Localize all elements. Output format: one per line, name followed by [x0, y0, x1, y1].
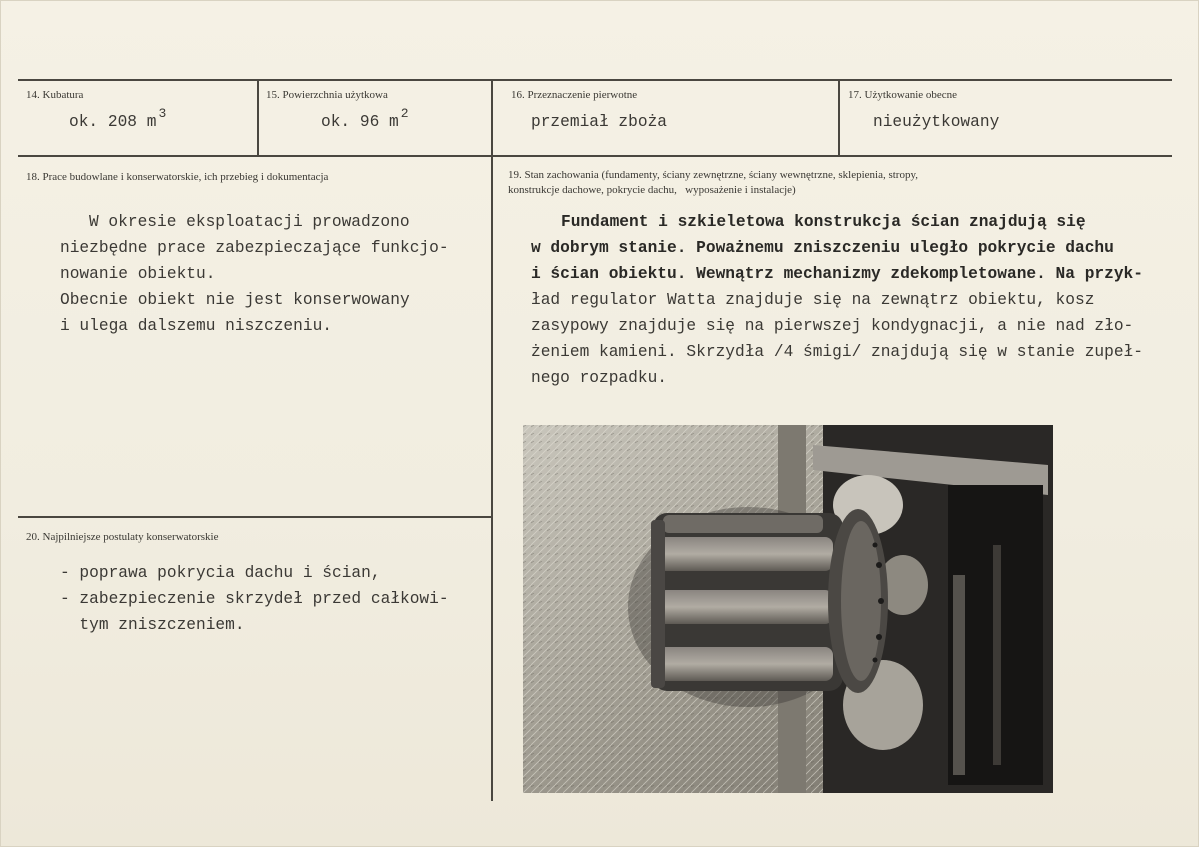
prace-line-4: Obecnie obiekt nie jest konserwowany [60, 291, 410, 309]
col-rule-1 [257, 79, 259, 156]
stan-line-3: i ścian obiektu. Wewnątrz mechanizmy zdekompletowane. Na przyk- [531, 265, 1143, 283]
stan-line-2: w dobrym stanie. Poważnemu zniszczeniu uległo pokrycie dachu [531, 239, 1114, 257]
uzytkowanie-value: nieużytkowany [873, 113, 1000, 131]
kubatura-unit-exponent: 3 [158, 106, 167, 121]
stan-line-5: zasypowy znajduje się na pierwszej kondygnacji, a nie nad zło- [531, 317, 1134, 335]
prace-line-2: niezbędne prace zabezpieczające funkcjo- [60, 239, 449, 257]
kubatura-value [69, 106, 167, 136]
powierzchnia-label: 15. Powierzchnia użytkowa [266, 89, 388, 101]
kubatura-label: 14. Kubatura [26, 89, 84, 101]
postulaty-line-1: - poprawa pokrycia dachu i ścian, [60, 564, 381, 582]
photo-image [523, 425, 1053, 793]
top-rule [18, 79, 1172, 81]
stan-zachowania-label-1: 19. Stan zachowania (fundamenty, ściany zewnętrzne, ściany wewnętrzne, sklepienia, stropy, [508, 169, 919, 181]
row-rule-2 [18, 516, 491, 518]
col-rule-3 [838, 79, 840, 156]
stan-zachowania-label-2: konstrukcje dachowe, pokrycie dachu, wyposażenie i instalacje) [508, 184, 796, 196]
powierzchnia-unit-exponent: 2 [400, 106, 409, 121]
prace-budowlane-label: 18. Prace budowlane i konserwatorskie, ich przebieg i dokumentacja [26, 171, 329, 183]
stan-line-1: Fundament i szkieletowa konstrukcja ścian znajdują się [561, 213, 1086, 231]
stan-line-6: żeniem kamieni. Skrzydła /4 śmigi/ znajdują się w stanie zupeł- [531, 343, 1143, 361]
row-rule-1 [18, 155, 1172, 157]
col-rule-2 [491, 79, 493, 801]
przeznaczenie-label: 16. Przeznaczenie pierwotne [511, 89, 638, 101]
wooden-lantern-gear-photo [523, 425, 1053, 793]
postulaty-line-3: tym zniszczeniem. [60, 616, 245, 634]
prace-line-3: nowanie obiektu. [60, 265, 216, 283]
postulaty-line-2: - zabezpieczenie skrzydeł przed całkowi- [60, 590, 449, 608]
kubatura-value-text: ok. 208 m [69, 113, 157, 131]
postulaty-label: 20. Najpilniejsze postulaty konserwatorskie [26, 531, 219, 543]
uzytkowanie-label: 17. Użytkowanie obecne [848, 89, 958, 101]
przeznaczenie-value: przemiał zboża [531, 113, 667, 131]
stan-line-4: ład regulator Watta znajduje się na zewnątrz obiektu, kosz [531, 291, 1095, 309]
powierzchnia-value-text: ok. 96 m [321, 113, 399, 131]
prace-line-1: W okresie eksploatacji prowadzono [89, 213, 410, 231]
prace-line-5: i ulega dalszemu niszczeniu. [60, 317, 332, 335]
powierzchnia-value [321, 106, 409, 136]
stan-line-7: nego rozpadku. [531, 369, 667, 387]
